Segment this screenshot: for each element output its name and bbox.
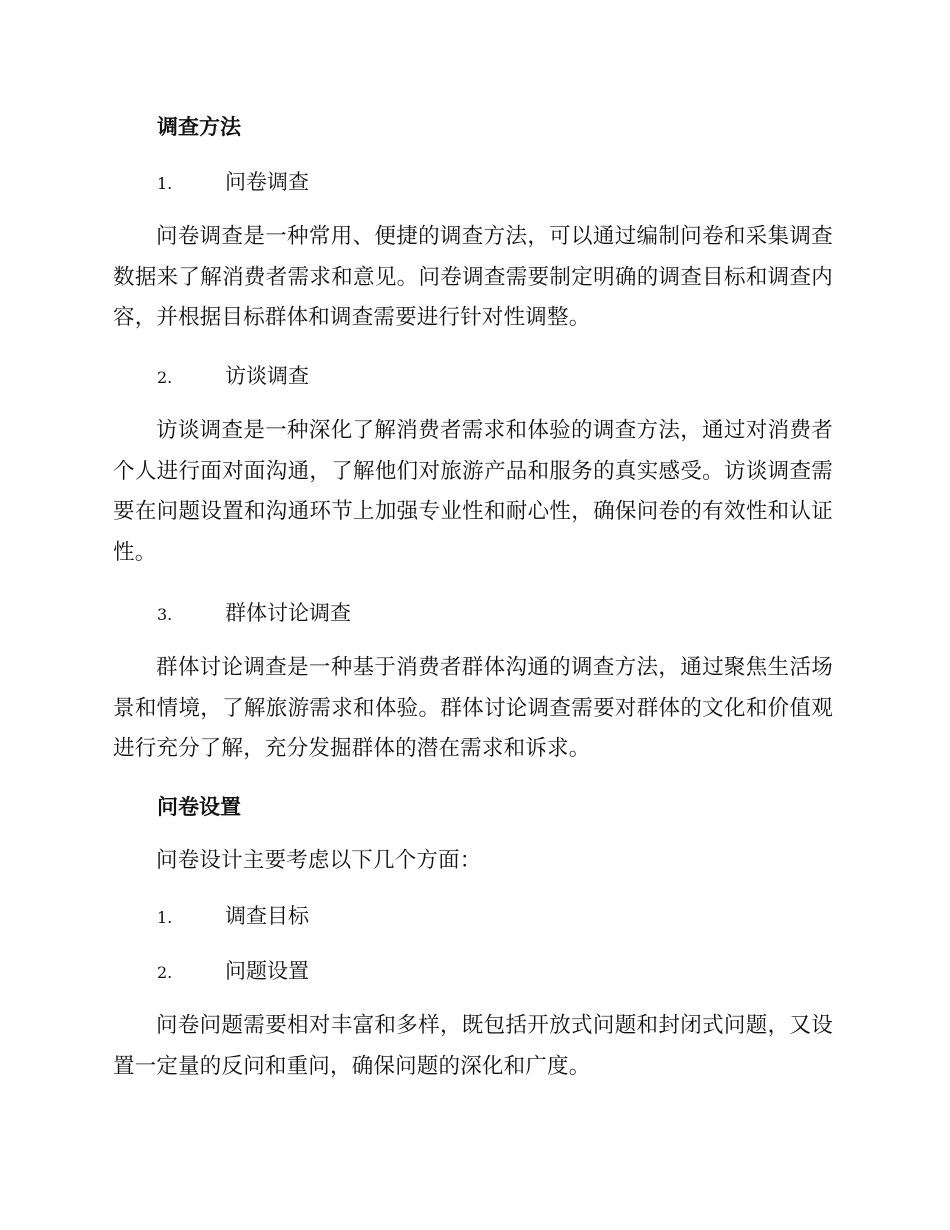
list-item-number: 1. xyxy=(157,174,173,193)
list-item-number: 2. xyxy=(157,963,173,982)
list-item-number: 2. xyxy=(157,368,173,387)
paragraph-questionnaire: 问卷调查是一种常用、便捷的调查方法，可以通过编制问卷和采集调查数据来了解消费者需求和意见。问卷调查需要制定明确的调查目标和调查内容，并根据目标群体和调查需要进行针对性调整。 xyxy=(113,224,833,330)
list-item-number: 1. xyxy=(157,908,173,927)
list-item-title: 问题设置 xyxy=(225,959,309,983)
list-item-interview xyxy=(157,361,309,393)
list-item-title: 问卷调查 xyxy=(225,170,309,194)
list-item-question-setup xyxy=(157,956,309,988)
list-item-questionnaire xyxy=(157,167,309,199)
list-item-survey-goal xyxy=(157,901,309,933)
list-item-title: 调查目标 xyxy=(225,904,309,928)
paragraph-question-setup: 问卷问题需要相对丰富和多样，既包括开放式问题和封闭式问题，又设置一定量的反问和重问，确保问题的深化和广度。 xyxy=(113,1013,833,1079)
section-heading-questionnaire-setup: 问卷设置 xyxy=(157,794,241,819)
paragraph-interview: 访谈调查是一种深化了解消费者需求和体验的调查方法，通过对消费者个人进行面对面沟通，了解他们对旅游产品和服务的真实感受。访谈调查需要在问题设置和沟通环节上加强专业性和耐心性，确保问卷的有效性和认证性。 xyxy=(113,418,833,565)
paragraph-questionnaire-intro: 问卷设计主要考虑以下几个方面： xyxy=(156,848,482,873)
list-item-title: 群体讨论调查 xyxy=(225,601,351,625)
section-heading-survey-methods: 调查方法 xyxy=(157,114,241,139)
list-item-group-discussion xyxy=(157,598,351,630)
list-item-title: 访谈调查 xyxy=(225,364,309,388)
paragraph-group-discussion: 群体讨论调查是一种基于消费者群体沟通的调查方法，通过聚焦生活场景和情境，了解旅游需求和体验。群体讨论调查需要对群体的文化和价值观进行充分了解，充分发掘群体的潜在需求和诉求。 xyxy=(113,655,833,761)
list-item-number: 3. xyxy=(157,605,173,624)
